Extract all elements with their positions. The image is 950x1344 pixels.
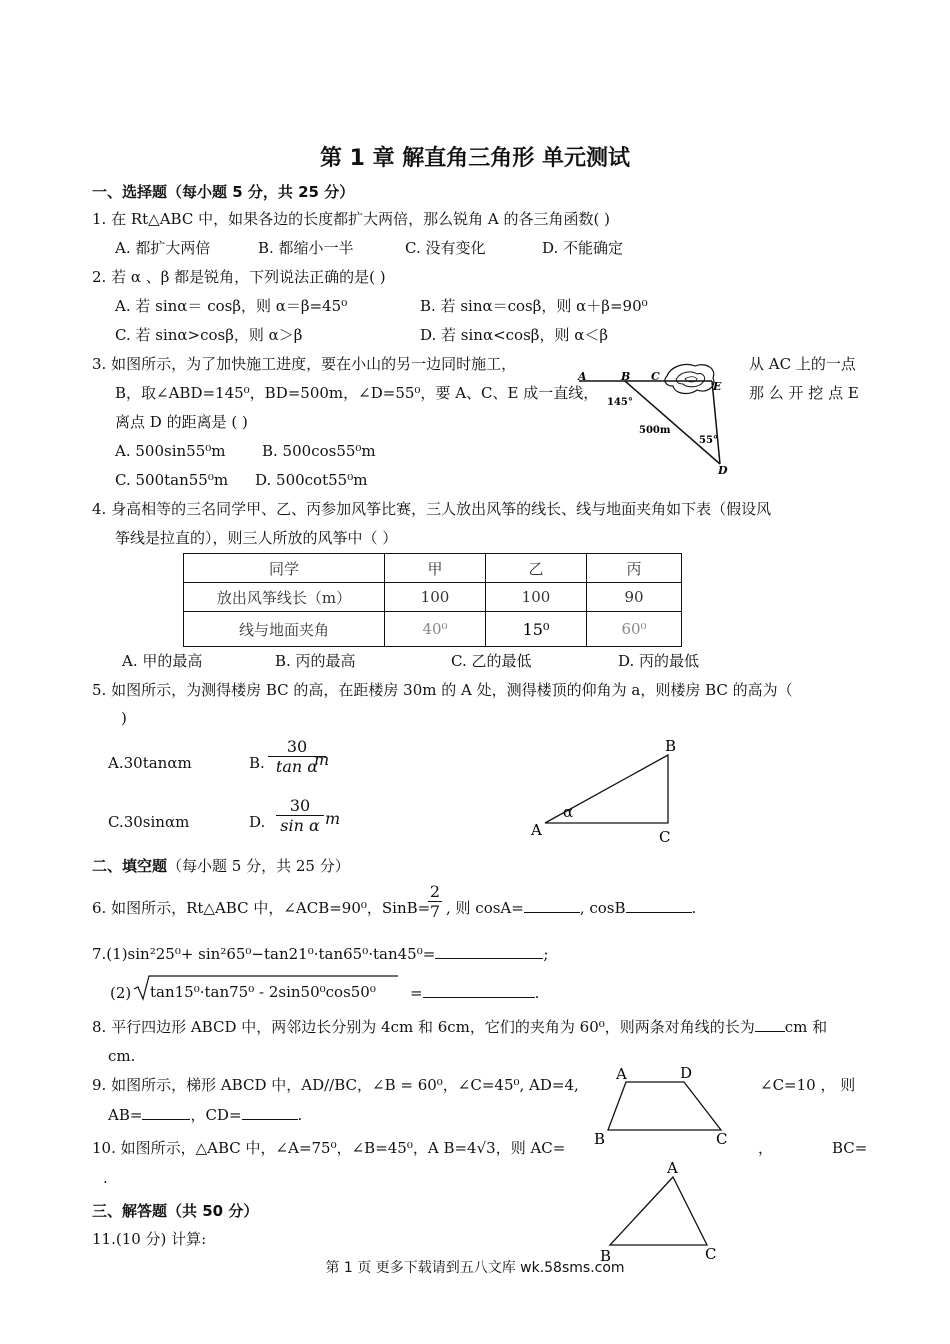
q9-label-b: B — [594, 1130, 606, 1148]
q7-line2-answer — [410, 983, 539, 1003]
q4-option-b: B. 丙的最高 — [275, 652, 356, 670]
q4-option-a: A. 甲的最高 — [122, 652, 203, 670]
q3-label-a: A — [578, 370, 587, 383]
fraction-denominator: sin α — [280, 816, 320, 835]
q3-label-d: D — [718, 464, 728, 477]
table-cell: 100 — [385, 583, 486, 612]
trapezoid — [608, 1082, 721, 1130]
q4-line1: 4. 身高相等的三名同学甲、乙、丙参加风筝比赛，三人放出风筝的线长、线与地面夹角如下表（假设风 — [92, 500, 772, 518]
q5-option-d-unit: m — [325, 809, 341, 828]
q5-label-a: A — [531, 821, 542, 839]
q9-end: . — [297, 1106, 303, 1124]
q10-text: 10. 如图所示，△ABC 中，∠A=75⁰，∠B=45⁰，A B=4√3，则 AC= — [92, 1139, 566, 1157]
fraction-numerator: 30 — [268, 737, 326, 757]
kite-table — [183, 553, 682, 647]
table-header-cell: 同学 — [184, 554, 385, 583]
q8-unit: cm 和 — [784, 1018, 828, 1036]
q6-cosb-label: , cosB — [579, 899, 626, 917]
q5-option-b-unit: m — [314, 750, 330, 769]
q3-label-b: B — [621, 370, 631, 383]
q10-label-a: A — [667, 1159, 678, 1177]
q3-line2b: 那 么 开 挖 点 E — [749, 384, 859, 402]
q5-line1: 5. 如图所示，为测得楼房 BC 的高，在距楼房 30m 的 A 处，测得楼顶的仰角为 a，则楼房 BC 的高为（ — [92, 681, 793, 699]
table-row — [184, 612, 682, 647]
section-fill-heading-bold: 二、填空题 — [92, 857, 168, 875]
q9-cd-label: ，CD= — [190, 1106, 242, 1124]
q8-line2: cm. — [108, 1047, 136, 1065]
table-header-cell: 丙 — [587, 554, 682, 583]
q7-blank-1 — [435, 944, 543, 959]
page-title: 第 1 章 解直角三角形 单元测试 — [320, 146, 630, 171]
q3-option-b: B. 500cos55⁰m — [262, 442, 376, 460]
q5-line2: ) — [121, 709, 127, 727]
q9-label-d: D — [680, 1064, 693, 1082]
q4-option-c: C. 乙的最低 — [451, 652, 532, 670]
triangle-abc — [610, 1177, 707, 1245]
q5-label-b: B — [665, 737, 677, 755]
q2-option-a: A. 若 sinα＝ cosβ，则 α＝β=45⁰ — [115, 297, 348, 315]
q7-end-2: . — [534, 984, 540, 1002]
q3-label-c: C — [651, 370, 660, 383]
q5-building-figure — [525, 735, 695, 845]
page-footer: 第 1 页 更多下载请到五八文库 wk.58sms.com — [325, 1260, 625, 1276]
q10-dot: . — [103, 1169, 108, 1187]
q9-label-a: A — [616, 1065, 627, 1083]
section-choice-heading: 一、选择题（每小题 5 分，共 25 分） — [92, 183, 355, 201]
q6-sinb-fraction — [428, 882, 442, 921]
table-row — [184, 554, 682, 583]
q5-option-a: A.30tanαm — [108, 754, 192, 772]
fraction-numerator: 2 — [429, 882, 441, 901]
q2-option-c: C. 若 sinα>cosβ，则 α＞β — [115, 326, 303, 344]
q1-option-a: A. 都扩大两倍 — [115, 239, 211, 257]
q6-cosb-blank — [626, 898, 692, 913]
table-cell: 40⁰ — [385, 612, 486, 647]
q9-line2 — [108, 1105, 302, 1125]
table-cell: 放出风筝线长（m） — [184, 583, 385, 612]
table-cell: 15⁰ — [486, 612, 587, 647]
q2-option-b: B. 若 sinα＝cosβ，则 α＋β=90⁰ — [420, 297, 648, 315]
q7-blank-2 — [423, 983, 535, 998]
q1-stem: 1. 在 Rt△ABC 中，如果各边的长度都扩大两倍，那么锐角 A 的各三角函数( ) — [92, 210, 610, 228]
q9-ab-blank — [142, 1105, 190, 1120]
fraction-denominator: tan α — [275, 757, 319, 776]
q8-blank-1 — [755, 1017, 785, 1032]
q2-option-d: D. 若 sinα<cosβ，则 α＜β — [420, 326, 609, 344]
q10-label-b: B — [600, 1247, 612, 1265]
q9-line1a: 9. 如图所示，梯形 ABCD 中，AD//BC，∠B = 60⁰，∠C=45⁰, AD=4, — [92, 1076, 579, 1094]
q11-text: 11.(10 分) 计算: — [92, 1230, 207, 1248]
table-cell: 100 — [486, 583, 587, 612]
q9-trapezoid-figure — [590, 1062, 740, 1152]
q5-label-c: C — [659, 828, 671, 845]
section-fill-heading — [92, 855, 350, 876]
table-cell: 线与地面夹角 — [184, 612, 385, 647]
q7-eq-2: = — [410, 984, 423, 1002]
q3-line1b: 从 AC 上的一点 — [749, 355, 856, 373]
q6-cosa-blank — [524, 898, 580, 913]
q4-line2: 筝线是拉直的），则三人所放的风筝中（ ） — [115, 529, 398, 547]
line-bd — [625, 381, 720, 464]
q9-ab-label: AB= — [108, 1106, 143, 1124]
q6-text-a: 6. 如图所示，Rt△ABC 中，∠ACB=90⁰，SinB= — [92, 899, 431, 917]
q8-text: 8. 平行四边形 ABCD 中，两邻边长分别为 4cm 和 6cm，它们的夹角为 60⁰，则两条对角线的长为 — [92, 1018, 755, 1036]
table-cell: 60⁰ — [587, 612, 682, 647]
q7-line1 — [92, 944, 548, 964]
q10-comma: ， — [758, 1139, 774, 1157]
q3-option-d: D. 500cot55⁰m — [255, 471, 368, 489]
q5-option-d-label: D. — [249, 813, 266, 831]
q10-triangle-figure — [595, 1155, 725, 1265]
q4-option-d: D. 丙的最低 — [618, 652, 700, 670]
q10-label-c: C — [705, 1245, 717, 1263]
q5-option-d-fraction — [276, 796, 324, 835]
q3-angle-55: 55° — [699, 435, 718, 446]
q8-line1 — [92, 1017, 827, 1037]
fraction-denominator: 7 — [429, 902, 441, 921]
q3-angle-145: 145° — [607, 397, 633, 408]
q6-cosa-label: , 则 cosA= — [446, 899, 524, 917]
q7-radicand: tan15⁰·tan75⁰ - 2sin50⁰cos50⁰ — [150, 983, 376, 1001]
table-header-cell: 甲 — [385, 554, 486, 583]
q10-bc-label: BC= — [832, 1139, 868, 1157]
q1-option-d: D. 不能确定 — [542, 239, 624, 257]
q3-length-500m: 500m — [639, 425, 671, 436]
section-answer-heading: 三、解答题（共 50 分） — [92, 1202, 259, 1220]
table-header-cell: 乙 — [486, 554, 587, 583]
hill-outline — [665, 364, 714, 393]
q5-option-b-label: B. — [249, 754, 265, 772]
q3-line1a: 3. 如图所示，为了加快施工进度，要在小山的另一边同时施工， — [92, 355, 517, 373]
q2-stem: 2. 若 α 、β 都是锐角，下列说法正确的是( ) — [92, 268, 386, 286]
hill-contour — [676, 372, 704, 387]
fraction-numerator: 30 — [276, 796, 324, 816]
q7-expression-1: 7.(1)sin²25⁰+ sin²65⁰−tan21⁰·tan65⁰·tan45⁰= — [92, 945, 436, 963]
q9-cd-blank — [242, 1105, 298, 1120]
q3-mountain-figure — [575, 360, 735, 480]
q9-line1b: ∠C=10 ， 则 — [760, 1076, 856, 1094]
q3-option-c: C. 500tan55⁰m — [115, 471, 229, 489]
q3-line3: 离点 D 的距离是 ( ) — [115, 413, 248, 431]
table-cell: 90 — [587, 583, 682, 612]
q7-end-1: ; — [543, 945, 549, 963]
q3-line2a: B，取∠ABD=145⁰，BD=500m，∠D=55⁰，要 A、C、E 成一直线， — [115, 384, 599, 402]
q9-label-c: C — [716, 1130, 728, 1148]
q3-option-a: A. 500sin55⁰m — [115, 442, 226, 460]
q7-line2-label: (2) — [110, 984, 132, 1002]
q6-answer-line — [446, 898, 696, 918]
section-fill-heading-rest: （每小题 5 分，共 25 分） — [167, 857, 350, 875]
q5-option-c: C.30sinαm — [108, 813, 190, 831]
line-ed — [712, 381, 720, 464]
table-row — [184, 583, 682, 612]
q5-label-alpha: α — [563, 803, 574, 821]
q1-option-b: B. 都缩小一半 — [258, 239, 354, 257]
q6-end: . — [691, 899, 697, 917]
q1-option-c: C. 没有变化 — [405, 239, 486, 257]
q3-label-e: E — [713, 380, 722, 393]
